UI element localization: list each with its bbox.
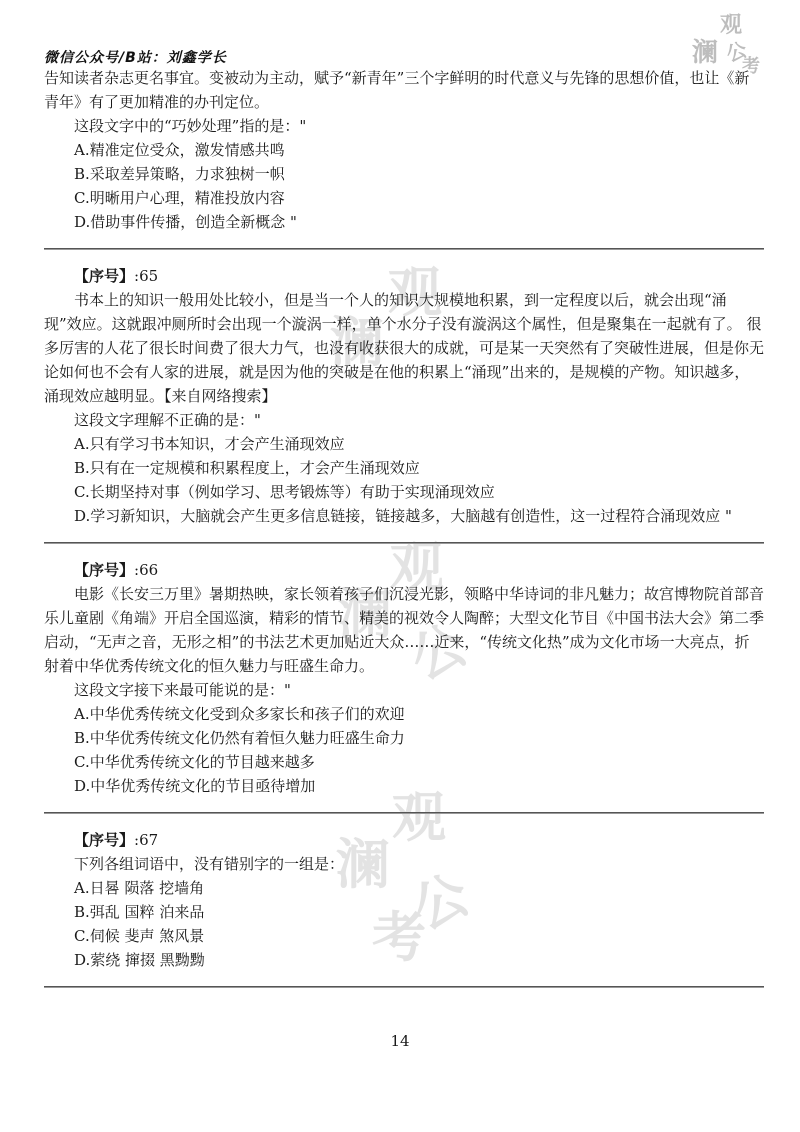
watermark-char: 公: [723, 37, 751, 67]
channel-header: 微信公众号/B站：刘鑫学长: [44, 50, 227, 66]
option: B.只有在一定规模和积累程度上，才会产生涌现效应: [74, 459, 420, 477]
question-header: [44, 558, 764, 582]
watermark-char: 观: [388, 260, 442, 324]
question-number: :66: [134, 561, 159, 579]
question-paragraph: 书本上的知识一般用处比较小，但是当一个人的知识大规模地积累，到一定程度以后，就会出现“涌现”效应。这就跟冲厕所时会出现一个漩涡一样，单个水分子没有漩涡这个属性，但是聚集在一起就有了。 很多厉害的人花了很长时间费了很大力气，也没有收获很大的成就，可是某一天突然有了突破性进展，但是你无论如何也不会有人家的进展，就是因为他的突破是在他的积累上“涌现”出来的，是规模的产物。知识越多，涌现效应越明显。【来自网络搜索】: [44, 291, 765, 405]
watermark-char: 澜: [336, 832, 390, 896]
option: C.明晰用户心理，精准投放内容: [74, 189, 285, 207]
watermark-char: 观: [392, 785, 446, 849]
option: A.中华优秀传统文化受到众多家长和孩子们的欢迎: [74, 705, 405, 723]
question-paragraph: 电影《长安三万里》暑期热映，家长领着孩子们沉浸光影，领略中华诗词的非凡魅力；故宫博物院首部音乐儿童剧《角端》开启全国巡演，精彩的情节、精美的视效令人陶醉；大型文化节目《中国书法大会》第二季启动，“无声之音，无形之相”的书法艺术更加贴近大众……近来，“传统文化热”成为文化市场一大亮点，折射着中华优秀传统文化的恒久魅力与旺盛生命力。: [44, 585, 765, 675]
option: B.弭乱 国粹 泊来品: [74, 903, 205, 921]
intro-paragraph: 告知读者杂志更名事宜。变被动为主动，赋予“新青年”三个字鲜明的时代意义与先锋的思想价值，也让《新青年》有了更加精准的办刊定位。: [44, 69, 750, 111]
option: A.精准定位受众，激发情感共鸣: [74, 141, 285, 159]
question-header: [44, 828, 764, 852]
question-label: 【序号】: [74, 831, 135, 849]
option: D.借助事件传播，创造全新概念 ": [74, 213, 297, 231]
watermark-char: 考: [742, 56, 760, 77]
option: C.中华优秀传统文化的节目越来越多: [74, 753, 315, 771]
option: A.只有学习书本知识，才会产生涌现效应: [74, 435, 345, 453]
watermark-char: 观: [720, 12, 743, 38]
section-divider: [44, 248, 764, 250]
watermark-char: 澜: [330, 310, 384, 374]
question-prompt: 这段文字理解不正确的是：": [74, 411, 261, 429]
option: D.中华优秀传统文化的节目亟待增加: [74, 777, 316, 795]
option: B.中华优秀传统文化仍然有着恒久魅力旺盛生命力: [74, 729, 405, 747]
option: B.采取差异策略，力求独树一帜: [74, 165, 285, 183]
question-number: :65: [134, 267, 159, 285]
section-divider: [44, 542, 764, 544]
option: C.长期坚持对事（例如学习、思考锻炼等）有助于实现涌现效应: [74, 483, 495, 501]
page-content: [44, 66, 764, 1002]
option: A.日晷 陨落 挖墙角: [74, 879, 205, 897]
watermark-char: 考: [372, 905, 426, 969]
watermark-char: 观: [390, 535, 444, 599]
section-divider: [44, 812, 764, 814]
watermark-char: 公: [400, 611, 477, 693]
question-label: 【序号】: [74, 561, 135, 579]
page-number: 14: [390, 1032, 410, 1050]
watermark-char: 澜: [338, 582, 392, 646]
question-header: [44, 264, 764, 288]
question-label: 【序号】: [74, 267, 135, 285]
question-prompt: 下列各组词语中，没有错别字的一组是：: [74, 855, 345, 873]
section-divider: [44, 986, 764, 988]
option: D.萦绕 撺掇 黑黝黝: [74, 951, 205, 969]
watermark-char: 澜: [692, 38, 719, 68]
watermark-char: 公: [402, 861, 479, 943]
question-prompt: 这段文字接下来最可能说的是：": [74, 681, 291, 699]
intro-question: 这段文字中的“巧妙处理”指的是：": [74, 117, 307, 135]
option: C.伺候 斐声 煞风景: [74, 927, 205, 945]
option: D.学习新知识，大脑就会产生更多信息链接，链接越多，大脑越有创造性，这一过程符合涌现效应 ": [74, 507, 732, 525]
question-number: :67: [134, 831, 159, 849]
